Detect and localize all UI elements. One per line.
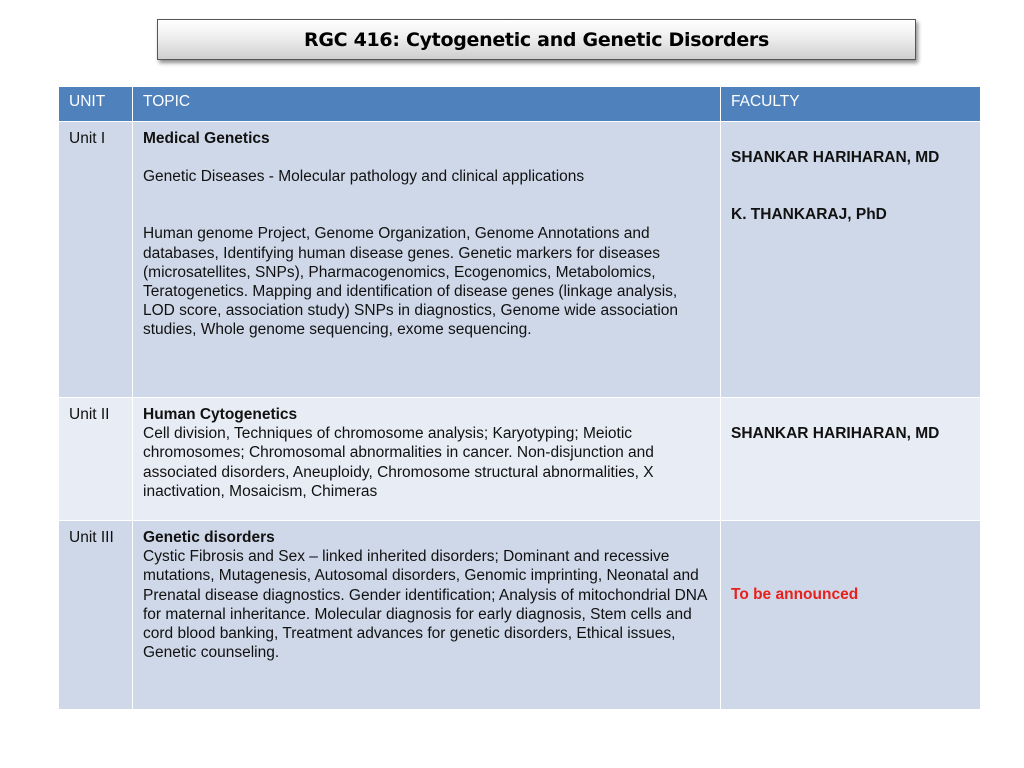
header-unit: UNIT — [59, 87, 133, 122]
faculty-name: SHANKAR HARIHARAN, MD — [731, 149, 940, 166]
faculty-cell — [721, 521, 981, 710]
syllabus-table — [58, 86, 981, 710]
topic-text: Genetic Diseases - Molecular pathology and clinical applications — [143, 168, 585, 186]
unit-cell: Unit II — [59, 398, 133, 521]
topic-cell — [133, 398, 721, 521]
topic-title: Human Cytogenetics — [143, 406, 298, 423]
faculty-name: SHANKAR HARIHARAN, MD — [731, 425, 940, 442]
topic-cell — [133, 521, 721, 710]
topic-text: Human genome Project, Genome Organization, Genome Annotations and databases, Identifying human disease genes. Genetic markers for diseases (microsatellites, SNPs), Pharmacogenomics, Ecogenomics, Metabolomics, Teratogenetics. Mapping and identification of disease genes (linkage analysis, LOD score, association study) SNPs in diagnostics, Genome wide association studies, Whole genome sequencing, exome sequencing. — [143, 225, 678, 339]
topic-text: Cystic Fibrosis and Sex – linked inherited disorders; Dominant and recessive mutations, Mutagenesis, Autosomal disorders, Genomic imprinting, Neonatal and Prenatal disease diagnostics. Gender identification; Analysis of mitochondrial DNA for maternal inheritance. Molecular diagnosis for early diagnosis, Stem cells and cord blood banking, Treatment advances for genetic disorders, Ethical issues, Genetic counseling. — [143, 548, 707, 662]
header-topic: TOPIC — [133, 87, 721, 122]
topic-title: Genetic disorders — [143, 529, 275, 546]
table-header-row — [59, 87, 981, 122]
header-faculty: FACULTY — [721, 87, 981, 122]
faculty-name: K. THANKARAJ, PhD — [731, 206, 887, 224]
table-row — [59, 398, 981, 521]
faculty-cell — [721, 122, 981, 398]
topic-cell — [133, 122, 721, 398]
table-row — [59, 521, 981, 710]
topic-text: Cell division, Techniques of chromosome analysis; Karyotyping; Meiotic chromosomes; Chromosomal abnormalities in cancer. Non-disjunction and associated disorders, Aneuploidy, Chromosome structural abnormalities, X inactivation, Mosaicism, Chimeras — [143, 425, 654, 500]
title-banner — [157, 19, 916, 60]
faculty-cell — [721, 398, 981, 521]
page-title: RGC 416: Cytogenetic and Genetic Disorders — [303, 28, 769, 51]
unit-cell: Unit III — [59, 521, 133, 710]
unit-cell: Unit I — [59, 122, 133, 398]
topic-title: Medical Genetics — [143, 130, 270, 147]
faculty-to-be-announced: To be announced — [731, 586, 859, 603]
table-row — [59, 122, 981, 398]
